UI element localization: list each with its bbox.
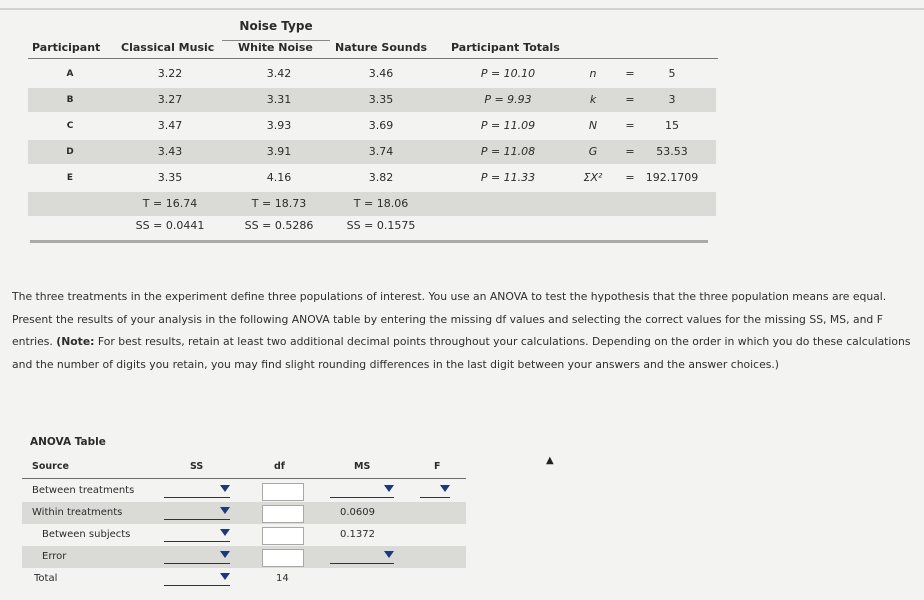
white-noise-value: 3.91 <box>266 145 292 158</box>
ms-value: 0.0609 <box>340 507 375 518</box>
participant-total: P = 11.08 <box>480 145 536 158</box>
equals-sign: = <box>625 67 635 80</box>
df-value: 14 <box>276 573 289 584</box>
ms-value: 0.1372 <box>340 529 375 540</box>
classical-value: 3.27 <box>157 93 183 106</box>
white-noise-header: White Noise <box>238 41 313 54</box>
summary-symbol: N <box>588 119 598 132</box>
table-row <box>28 88 716 112</box>
summary-symbol: n <box>589 67 597 80</box>
classical-total: T = 16.74 <box>142 197 198 210</box>
source-header: Source <box>32 461 69 472</box>
nature-value: 3.46 <box>368 67 394 80</box>
treatment-ss-row <box>28 214 716 238</box>
equals-sign: = <box>625 171 635 184</box>
anova-header-divider <box>22 478 466 479</box>
participant-totals-header: Participant Totals <box>451 41 560 54</box>
header-divider <box>28 58 718 59</box>
ss-dropdown[interactable] <box>164 485 230 498</box>
summary-symbol: ΣX² <box>583 171 603 184</box>
nature-ss: SS = 0.1575 <box>346 219 416 232</box>
f-dropdown[interactable] <box>420 485 450 498</box>
anova-table-title: ANOVA Table <box>30 436 106 448</box>
anova-row-between-treatments <box>22 480 466 502</box>
chevron-down-icon <box>220 529 230 536</box>
ss-dropdown[interactable] <box>164 573 230 586</box>
classical-value: 3.22 <box>157 67 183 80</box>
source-label: Within treatments <box>32 507 123 518</box>
summary-value: 5 <box>668 67 676 80</box>
nature-sounds-header: Nature Sounds <box>335 41 427 54</box>
anova-row-error <box>22 546 466 568</box>
white-noise-total: T = 18.73 <box>251 197 307 210</box>
chevron-down-icon <box>220 551 230 558</box>
summary-symbol: G <box>588 145 598 158</box>
participant-header: Participant <box>32 41 101 54</box>
nature-value: 3.69 <box>368 119 394 132</box>
classical-music-header: Classical Music <box>121 41 215 54</box>
participant-total: P = 11.09 <box>480 119 536 132</box>
anova-row-within-treatments <box>22 502 466 524</box>
anova-row-total <box>22 568 466 590</box>
summary-value: 15 <box>665 119 679 132</box>
classical-value: 3.43 <box>157 145 183 158</box>
chevron-down-icon <box>220 507 230 514</box>
note-label: (Note: <box>56 335 95 348</box>
question-instructions <box>12 286 912 376</box>
anova-row-between-subjects <box>22 524 466 546</box>
ms-dropdown[interactable] <box>330 551 394 564</box>
note-text: For best results, retain at least two additional decimal points throughout your calculations. Depending on the order in which you do these calculations and the number of digits you retain, you may find slight rounding differences in the last digit between your answers and the answer choices.) <box>12 335 911 371</box>
treatment-totals-row <box>28 192 716 216</box>
ss-header: SS <box>190 461 204 472</box>
participant-label: C <box>66 121 74 131</box>
nature-value: 3.35 <box>368 93 394 106</box>
df-input[interactable] <box>262 505 304 523</box>
table-row <box>28 62 716 86</box>
f-header: F <box>434 461 441 472</box>
classical-value: 3.35 <box>157 171 183 184</box>
df-input[interactable] <box>262 483 304 501</box>
equals-sign: = <box>625 119 635 132</box>
white-noise-value: 3.31 <box>266 93 292 106</box>
nature-value: 3.82 <box>368 171 394 184</box>
table-bottom-divider <box>30 240 708 243</box>
white-noise-ss: SS = 0.5286 <box>244 219 314 232</box>
nature-total: T = 18.06 <box>353 197 409 210</box>
chevron-down-icon <box>384 485 394 492</box>
table-row <box>28 166 716 190</box>
participant-label: A <box>66 69 74 79</box>
ss-dropdown[interactable] <box>164 551 230 564</box>
summary-value: 3 <box>668 93 676 106</box>
classical-value: 3.47 <box>157 119 183 132</box>
ms-header: MS <box>354 461 371 472</box>
chevron-down-icon <box>220 485 230 492</box>
equals-sign: = <box>625 145 635 158</box>
participant-label: E <box>66 173 74 183</box>
table-row <box>28 140 716 164</box>
nature-value: 3.74 <box>368 145 394 158</box>
summary-symbol: k <box>589 93 597 106</box>
top-divider <box>0 8 924 10</box>
table-row <box>28 114 716 138</box>
chevron-down-icon <box>220 573 230 580</box>
classical-ss: SS = 0.0441 <box>135 219 205 232</box>
participant-label: B <box>66 95 74 105</box>
noise-type-heading: Noise Type <box>222 16 330 41</box>
ss-dropdown[interactable] <box>164 529 230 542</box>
white-noise-value: 4.16 <box>266 171 292 184</box>
instructions-text: The three treatments in the experiment define three populations of interest. You use an ANOVA to test the hypothesis that the three population means are equal. Present the results of your analysis in the following ANOVA table by entering the missing df values and selecting the correct values for the missing SS, MS, and F entries. <box>12 290 887 348</box>
source-label: Error <box>42 551 67 562</box>
source-label: Total <box>34 573 58 584</box>
df-input[interactable] <box>262 527 304 545</box>
participant-total: P = 10.10 <box>480 67 536 80</box>
white-noise-value: 3.93 <box>266 119 292 132</box>
ss-dropdown[interactable] <box>164 507 230 520</box>
source-label: Between treatments <box>32 485 135 496</box>
ms-dropdown[interactable] <box>330 485 394 498</box>
mouse-cursor-icon: ▲ <box>546 455 554 466</box>
participant-total: P = 11.33 <box>480 171 536 184</box>
white-noise-value: 3.42 <box>266 67 292 80</box>
summary-value: 192.1709 <box>645 171 699 184</box>
chevron-down-icon <box>384 551 394 558</box>
participant-label: D <box>66 147 74 157</box>
df-header: df <box>274 461 285 472</box>
source-label: Between subjects <box>42 529 131 540</box>
participant-total: P = 9.93 <box>484 93 532 106</box>
chevron-down-icon <box>440 485 450 492</box>
equals-sign: = <box>625 93 635 106</box>
summary-value: 53.53 <box>656 145 688 158</box>
df-input[interactable] <box>262 549 304 567</box>
